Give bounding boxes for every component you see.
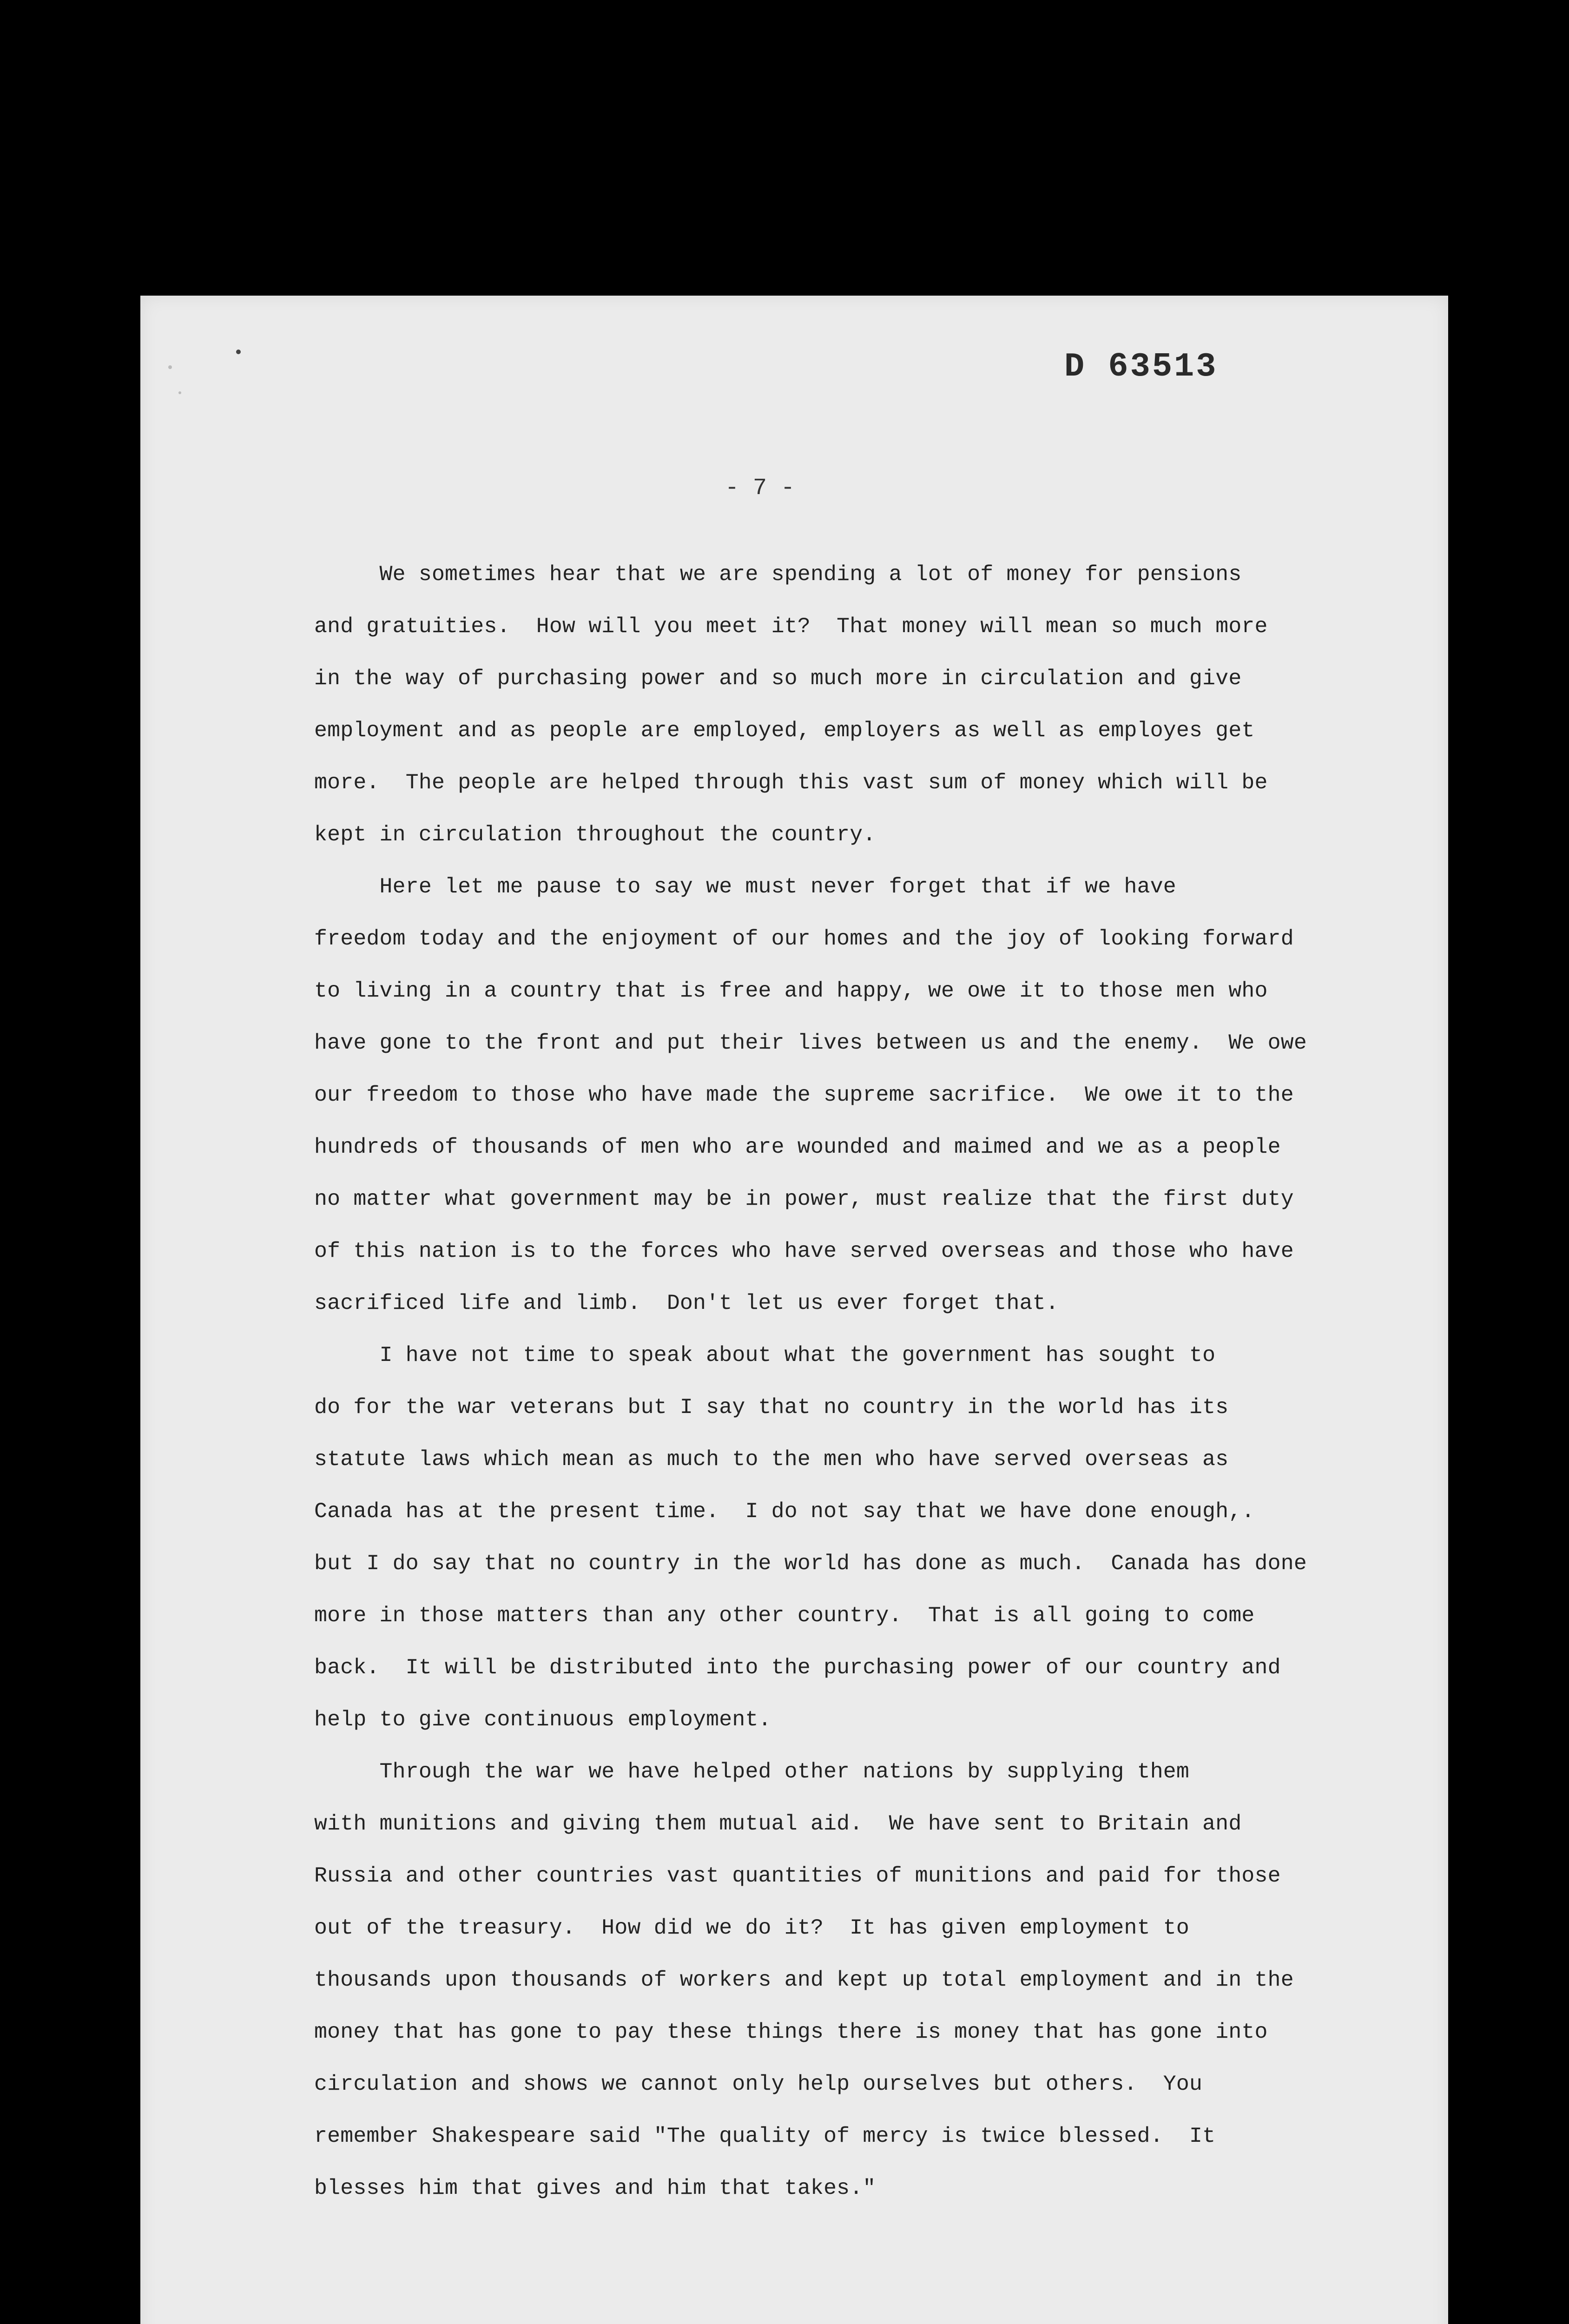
text-line: Russia and other countries vast quantities of munitions and paid for those [314, 1863, 1281, 1888]
text-line: to living in a country that is free and happy, we owe it to those men who [314, 978, 1268, 1003]
paragraph-1 [314, 548, 1313, 861]
scan-speck [236, 350, 241, 354]
text-line: back. It will be distributed into the purchasing power of our country and [314, 1655, 1281, 1680]
scan-speck [168, 365, 172, 369]
paragraph-4 [314, 1746, 1313, 2214]
text-line: thousands upon thousands of workers and kept up total employment and in the [314, 1967, 1294, 1992]
text-line: hundreds of thousands of men who are wounded and maimed and we as a people [314, 1135, 1281, 1159]
text-line: Through the war we have helped other nations by supplying them [314, 1759, 1190, 1784]
text-line: We sometimes hear that we are spending a lot of money for pensions [314, 562, 1242, 587]
scan-speck [178, 391, 181, 394]
text-line: freedom today and the enjoyment of our homes and the joy of looking forward [314, 926, 1294, 951]
text-line: remember Shakespeare said "The quality of mercy is twice blessed. It [314, 2124, 1216, 2148]
document-id-stamp: D 63513 [1064, 348, 1218, 386]
text-line: and gratuities. How will you meet it? That money will mean so much more [314, 614, 1268, 639]
text-line: more. The people are helped through this vast sum of money which will be [314, 770, 1268, 795]
text-line: Canada has at the present time. I do not say that we have done enough,. [314, 1499, 1255, 1524]
text-line: blesses him that gives and him that takes." [314, 2176, 876, 2200]
text-line: money that has gone to pay these things there is money that has gone into [314, 2020, 1268, 2044]
text-line: our freedom to those who have made the supreme sacrifice. We owe it to the [314, 1083, 1294, 1107]
text-line: do for the war veterans but I say that no country in the world has its [314, 1395, 1229, 1419]
text-line: kept in circulation throughout the country. [314, 822, 876, 847]
text-line: with munitions and giving them mutual aid. We have sent to Britain and [314, 1811, 1242, 1836]
text-line: I have not time to speak about what the government has sought to [314, 1343, 1216, 1367]
text-line: of this nation is to the forces who have served overseas and those who have [314, 1239, 1294, 1263]
text-line: no matter what government may be in power, must realize that the first duty [314, 1187, 1294, 1211]
text-line: in the way of purchasing power and so much more in circulation and give [314, 666, 1242, 691]
page-number: - 7 - [725, 475, 795, 502]
paragraph-2 [314, 861, 1313, 1329]
text-line: have gone to the front and put their lives between us and the enemy. We owe [314, 1030, 1307, 1055]
paragraph-3 [314, 1329, 1313, 1746]
text-line: out of the treasury. How did we do it? It has given employment to [314, 1915, 1190, 1940]
text-line: employment and as people are employed, employers as well as employes get [314, 718, 1255, 743]
text-line: statute laws which mean as much to the men who have served overseas as [314, 1447, 1229, 1472]
text-line: but I do say that no country in the world has done as much. Canada has done [314, 1551, 1307, 1576]
document-body [314, 548, 1313, 2214]
text-line: circulation and shows we cannot only help ourselves but others. You [314, 2072, 1203, 2096]
text-line: sacrificed life and limb. Don't let us ever forget that. [314, 1291, 1059, 1315]
text-line: Here let me pause to say we must never forget that if we have [314, 874, 1176, 899]
text-line: more in those matters than any other country. That is all going to come [314, 1603, 1255, 1628]
text-line: help to give continuous employment. [314, 1707, 771, 1732]
